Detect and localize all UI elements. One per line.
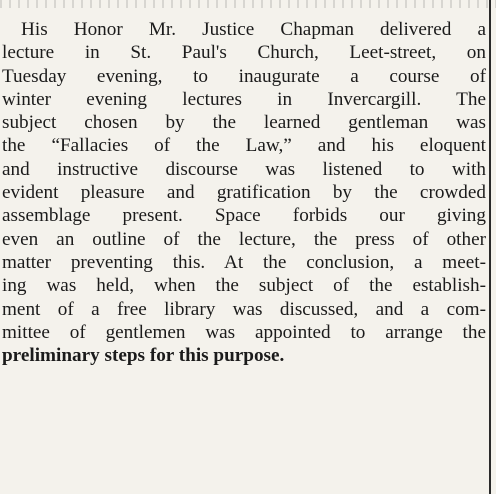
- article-line: subject chosen by the learned gentleman was: [2, 112, 486, 134]
- article-line: and instructive discourse was listened to with: [2, 158, 486, 180]
- article-line: preliminary steps for this purpose.: [2, 345, 285, 367]
- article-line: assemblage present. Space forbids our giving: [2, 205, 486, 227]
- article-paragraph: [2, 18, 486, 367]
- column-rule: [489, 0, 491, 494]
- show-through-top: [0, 0, 496, 8]
- article-line: winter evening lectures in Invercargill. The: [2, 88, 486, 110]
- article-line: ing was held, when the subject of the establish-: [2, 275, 486, 297]
- article-line: lecture in St. Paul's Church, Leet-street, on: [2, 42, 486, 64]
- article-line: matter preventing this. At the conclusion, a meet-: [2, 251, 486, 273]
- show-through-bottom: [40, 462, 460, 492]
- article-line: ment of a free library was discussed, and a com-: [2, 298, 486, 320]
- article-line: the “Fallacies of the Law,” and his eloquent: [2, 135, 486, 157]
- article-line: even an outline of the lecture, the press of other: [2, 228, 486, 250]
- article-line: His Honor Mr. Justice Chapman delivered a: [21, 19, 486, 40]
- article-line: Tuesday evening, to inaugurate a course of: [2, 65, 486, 87]
- article-line: mittee of gentlemen was appointed to arrange the: [2, 321, 486, 343]
- article-line: evident pleasure and gratification by the crowded: [2, 182, 486, 204]
